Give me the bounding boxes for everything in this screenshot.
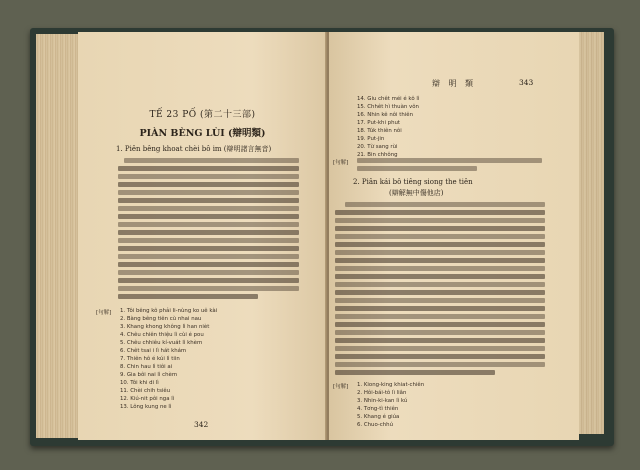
right-page xyxy=(329,32,579,440)
vocab-item: 12. Kiú-nit pôi nga lì xyxy=(120,396,175,402)
vocab-item: 7. Thiên hô é kúi lì tiin xyxy=(120,356,180,362)
vocab-item: 1. Tôi bêng kô phải Ii-nùng ko uê kài xyxy=(120,308,218,314)
vocab-item: 18. Túk thiên nôi xyxy=(357,128,402,134)
vocab-label-2: [句解] xyxy=(333,384,349,390)
vocab-item: 21. Bin chhông xyxy=(357,152,398,158)
vocab-item: 1. Kiong-king khiat-chiên xyxy=(357,382,425,388)
vocab-item: 5. Chêu chhiêu kí-vuát lì khèm xyxy=(120,340,203,346)
vocab-item: 10. Tôi khi di lì xyxy=(120,380,159,386)
vocab-item: 11. Chèi chih tsiêu xyxy=(120,388,171,394)
vocab-item: 2. Hôi-bái-tô lì liân xyxy=(357,390,407,396)
page-number-right: 343 xyxy=(519,78,534,87)
lesson-heading: 1. Piên bêng khoat chèi bô im (辯明諸言無音) xyxy=(116,145,272,153)
vocab-item: 6. Chuo-chhú xyxy=(357,422,394,428)
vocab-item: 4. Chêu chiên thiệu lì cùi é pou xyxy=(120,332,204,338)
section-title: TẾ 23 PỐ (第二十三部) xyxy=(149,110,256,120)
vocab-item: 14. Giu chêt méi é kô lì xyxy=(357,96,420,102)
chapter-title: PIÀN BÈNG LÙI (辯明類) xyxy=(139,128,266,139)
vocab-label: [句解] xyxy=(96,310,112,316)
vocab-item: 3. Khang khong không lì han nièt xyxy=(120,324,210,330)
vocab-item: 9. Gia bôi nai lì chèm xyxy=(120,372,178,378)
vocab-item: 19. Put-jin xyxy=(357,136,385,142)
vocab-item: 4. Tơng-tì thiên xyxy=(357,406,399,412)
page-number-left: 342 xyxy=(194,420,209,429)
page-edges-left xyxy=(36,34,78,438)
vocab-item: 16. Nhin kê nôi thiên xyxy=(357,112,414,118)
vocab-item: 3. Nhin-ki-kan lì kú xyxy=(357,398,408,404)
lesson-heading-2-cjk: (辯解無中傷他店) xyxy=(389,189,444,197)
lesson-heading-2: 2. Piân kái bô tiêng siong the tiên xyxy=(353,178,473,186)
vocab-item: 13. Lông kung ne lì xyxy=(120,404,172,410)
vocab-item: 17. Put-khi phut xyxy=(357,120,401,126)
vocab-item: 2. Bàng bêng tiên cù nhai nau xyxy=(120,316,202,322)
vocab-item: 6. Chêt tsai i lì hát khám xyxy=(120,348,187,354)
left-page xyxy=(78,32,327,440)
running-head: 辯 明 類 xyxy=(431,79,477,88)
vocab-item: 15. Chhêt hì thuàn vôn xyxy=(357,104,419,110)
vocab-item: 20. Từ sang rùi xyxy=(357,144,398,150)
page-edges-right xyxy=(578,32,604,434)
vocab-label: [句解] xyxy=(333,160,349,166)
vocab-item: 8. Chin hau lì tiôi ai xyxy=(120,364,173,370)
vocab-item: 5. Khang é giúa xyxy=(357,414,400,420)
